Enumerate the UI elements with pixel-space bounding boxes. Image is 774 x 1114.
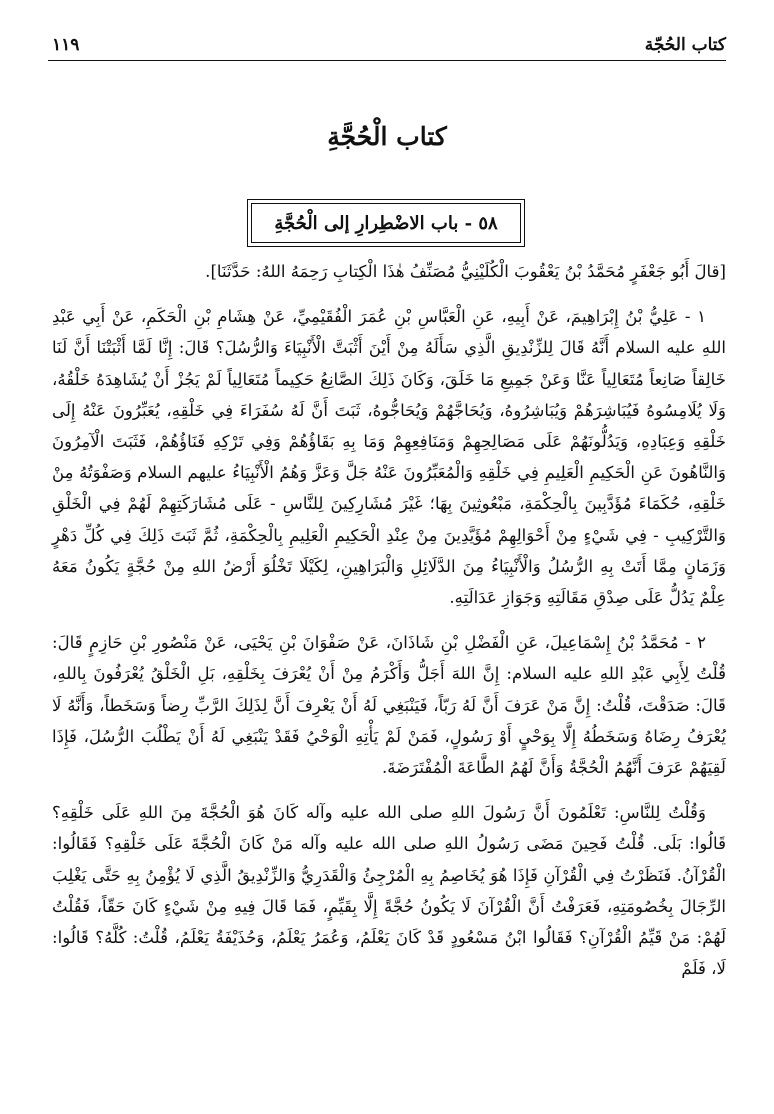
chapter-title: كتاب الْحُجَّةِ — [327, 122, 447, 151]
running-header — [52, 30, 726, 60]
hadith-paragraph-2-continued: وَقُلْتُ لِلنَّاسِ: تَعْلَمُونَ أَنَّ رَسُولَ اللهِ صلى الله عليه وآله كَانَ هُوَ الْحُجَّةَ مِنَ اللهِ عَلَى خَلْقِهِ؟ قَالُوا: بَلَى. قُلْتُ فَحِينَ مَضَى رَسُولُ اللهِ صلى الله عليه وآله مَنْ كَانَ الْحُجَّةَ عَلَى خَلْقِهِ؟ فَقَالُوا: الْقُرْآنُ. فَنَظَرْتُ فِي الْقُرْآنِ فَإِذَا هُوَ يُخَاصِمُ بِهِ الْمُرْجِئُ وَالْقَدَرِيُّ وَالزِّنْدِيقُ الَّذِي لَا يُؤْمِنُ بِهِ حَتَّى يَغْلِبَ الرِّجَالَ بِخُصُومَتِهِ، فَعَرَفْتُ أَنَّ الْقُرْآنَ لَا يَكُونُ حُجَّةً إِلَّا بِقَيِّمٍ، فَمَا قَالَ فِيهِ مِنْ شَيْءٍ كَانَ حَقّاً، فَقُلْتُ لَهُمْ: مَنْ قَيِّمُ الْقُرْآنِ؟ فَقَالُوا ابْنُ مَسْعُودٍ قَدْ كَانَ يَعْلَمُ، وَعُمَرُ يَعْلَمُ، وَحُذَيْفَةُ يَعْلَمُ، قُلْتُ: كُلَّهُ؟ قَالُوا: لَا، فَلَمْ — [52, 803, 726, 979]
section-heading: ٥٨ - باب الاضْطِرارِ إلى الْحُجَّةِ — [251, 203, 521, 243]
header-divider — [48, 60, 726, 61]
hadith-paragraph-1: ١ - عَلِيُّ بْنُ إِبْرَاهِيمَ، عَنْ أَبِيهِ، عَنِ الْعَبَّاسِ بْنِ عُمَرَ الْفُقَيْمِيِّ، عَنْ هِشَامِ بْنِ الْحَكَمِ، عَنْ أَبِي عَبْدِ اللهِ عليه السلام أَنَّهُ قَالَ لِلزِّنْدِيقِ الَّذِي سَأَلَهُ مِنْ أَيْنَ أَثْبَتَّ الْأَنْبِيَاءَ وَالرُّسُلَ؟ قَالَ: إِنَّا لَمَّا أَثْبَتْنَا أَنَّ لَنَا خَالِقاً صَانِعاً مُتَعَالِياً عَنَّا وَعَنْ جَمِيعِ مَا خَلَقَ، وَكَانَ ذَلِكَ الصَّانِعُ حَكِيماً مُتَعَالِياً لَمْ يَجُزْ أَنْ يُشَاهِدَهُ خَلْقُهُ، وَلَا يُلَامِسُوهُ فَيُبَاشِرَهُمْ وَيُبَاشِرُوهُ، وَيُحَاجَّهُمْ وَيُحَاجُّوهُ، ثَبَتَ أَنَّ لَهُ سُفَرَاءَ فِي خَلْقِهِ، يُعَبِّرُونَ عَنْهُ إِلَى خَلْقِهِ وَعِبَادِهِ، وَيَدُلُّونَهُمْ عَلَى مَصَالِحِهِمْ وَمَنَافِعِهِمْ وَمَا بِهِ بَقَاؤُهُمْ وَفِي تَرْكِهِ فَنَاؤُهُمْ، فَثَبَتَ الْآمِرُونَ وَالنَّاهُونَ عَنِ الْحَكِيمِ الْعَلِيمِ فِي خَلْقِهِ وَالْمُعَبِّرُونَ عَنْهُ جَلَّ وَعَزَّ وَهُمُ الْأَنْبِيَاءُ عليهم السلام وَصَفْوَتُهُ مِنْ خَلْقِهِ، حُكَمَاءَ مُؤَدَّبِينَ بِالْحِكْمَةِ، مَبْعُوثِينَ بِهَا؛ غَيْرَ مُشَارِكِينَ لِلنَّاسِ - عَلَى مُشَارَكَتِهِمْ لَهُمْ فِي الْخَلْقِ وَالتَّرْكِيبِ - فِي شَيْءٍ مِنْ أَحْوَالِهِمْ مُؤَيَّدِينَ مِنْ عِنْدِ الْحَكِيمِ الْعَلِيمِ بِالْحِكْمَةِ، ثُمَّ ثَبَتَ ذَلِكَ فِي كُلِّ دَهْرٍ وَزَمَانٍ مِمَّا أَتَتْ بِهِ الرُّسُلُ وَالْأَنْبِيَاءُ مِنَ الدَّلَائِلِ وَالْبَرَاهِينِ، لِكَيْلَا تَخْلُوَ أَرْضُ اللهِ مِنْ حُجَّةٍ يَكُونُ مَعَهُ عِلْمٌ يَدُلُّ عَلَى صِدْقِ مَقَالَتِهِ وَجَوَازِ عَدَالَتِهِ. — [52, 307, 726, 608]
section-heading-box — [247, 199, 525, 247]
running-title: كتاب الحُجّة — [644, 35, 726, 55]
body-text — [52, 256, 726, 984]
intro-paragraph: [قالَ أَبُو جَعْفَرٍ مُحَمَّدُ بْنُ يَعْقُوبَ الْكُلَيْنِيُّ مُصَنِّفُ هٰذَا الْكِتابِ رَحِمَهُ اللهُ: حَدَّثَنَا]. — [205, 262, 726, 281]
page-number: ١١٩ — [52, 35, 80, 55]
hadith-paragraph-2: ٢ - مُحَمَّدُ بْنُ إِسْمَاعِيلَ، عَنِ الْفَضْلِ بْنِ شَاذَانَ، عَنْ صَفْوَانَ بْنِ يَحْيَى، عَنْ مَنْصُورِ بْنِ حَازِمٍ قَالَ: قُلْتُ لِأَبِي عَبْدِ اللهِ عليه السلام: إِنَّ اللهَ أَجَلُّ وَأَكْرَمُ مِنْ أَنْ يُعْرَفَ بِخَلْقِهِ، بَلِ الْخَلْقُ يُعْرَفُونَ بِاللهِ، قَالَ: صَدَقْتَ، قُلْتُ: إِنَّ مَنْ عَرَفَ أَنَّ لَهُ رَبّاً، فَيَنْبَغِي لَهُ أَنْ يَعْرِفَ أَنَّ لِذَلِكَ الرَّبِّ رِضاً وَسَخَطاً، وَأَنَّهُ لَا يُعْرَفُ رِضَاهُ وَسَخَطُهُ إِلَّا بِوَحْيٍ أَوْ رَسُولٍ، فَمَنْ لَمْ يَأْتِهِ الْوَحْيُ فَقَدْ يَنْبَغِي لَهُ أَنْ يَطْلُبَ الرُّسُلَ، فَإِذَا لَقِيَهُمْ عَرَفَ أَنَّهُمُ الْحُجَّةُ وَأَنَّ لَهُمُ الطَّاعَةَ الْمُفْتَرَضَةَ. — [52, 633, 726, 778]
